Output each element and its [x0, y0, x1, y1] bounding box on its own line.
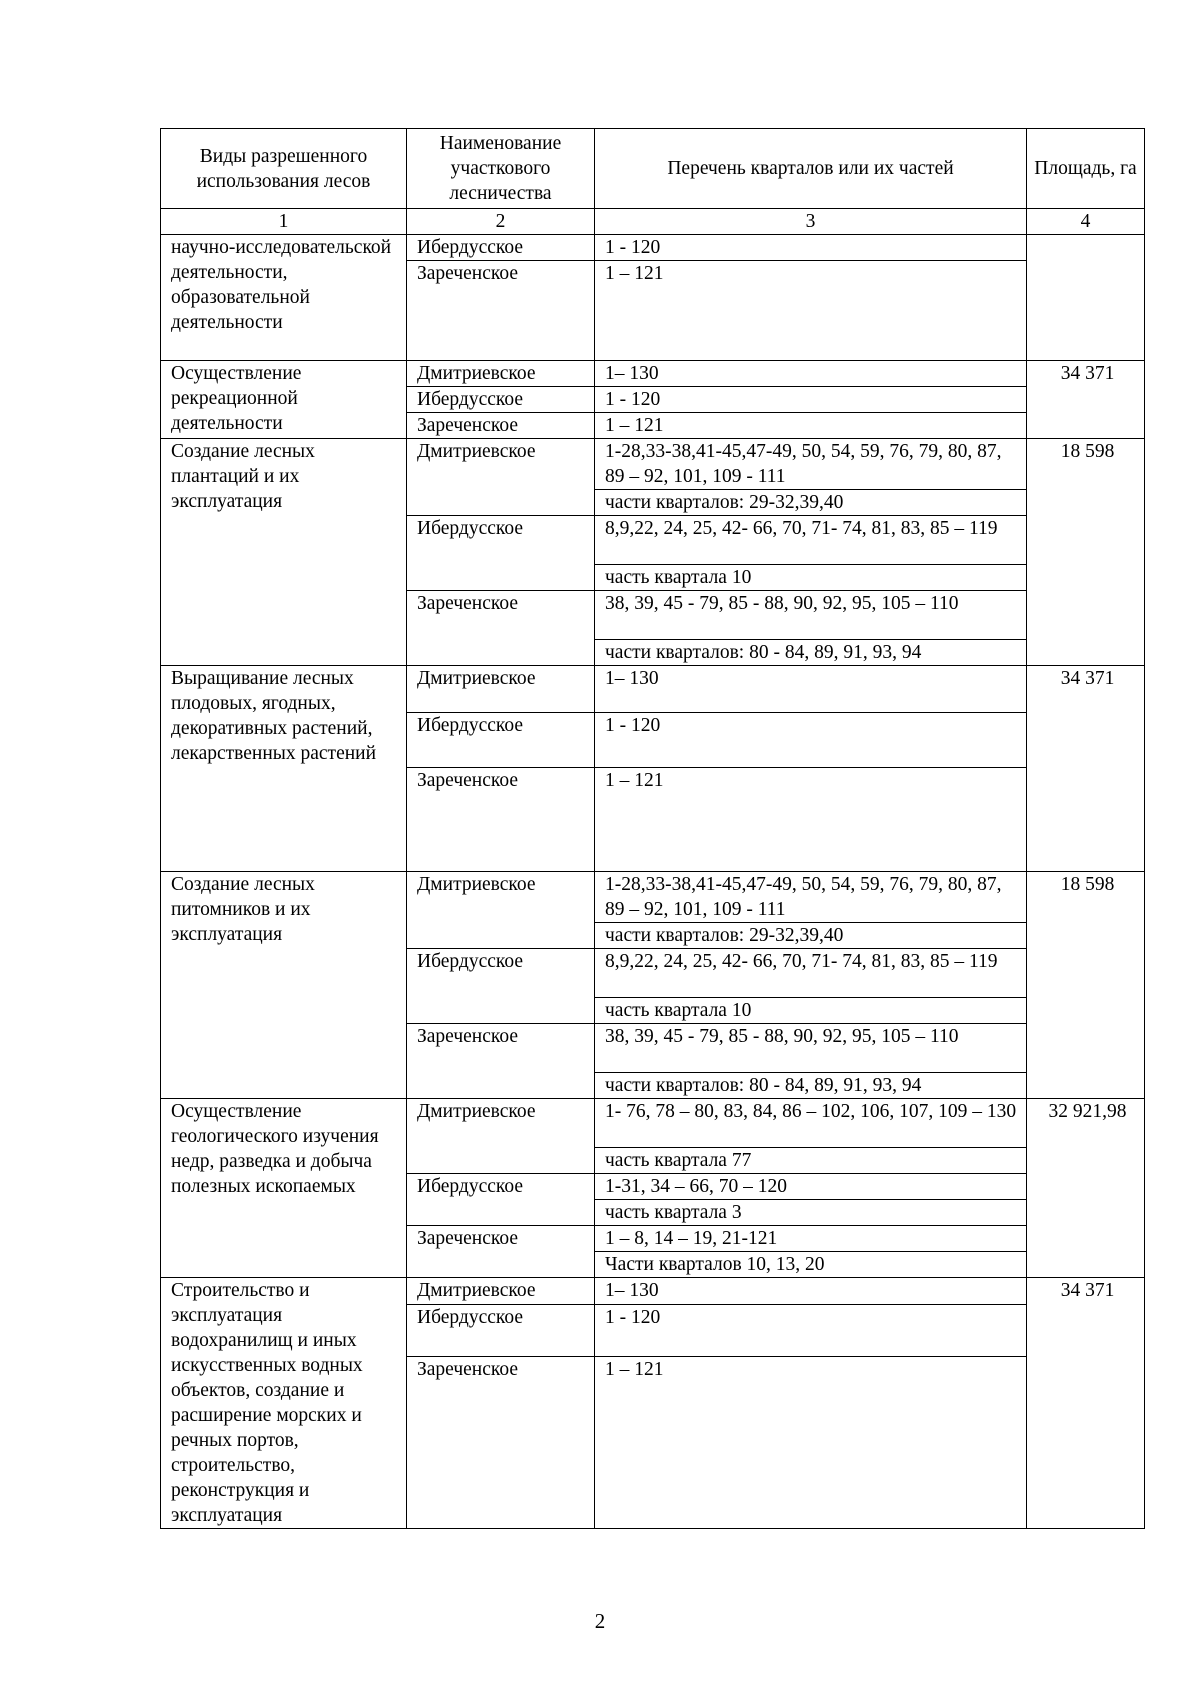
use-type-cell: Строительство и эксплуатация водохранилищ и иных искусственных водных объектов, создание и расширение морских и речных портов, строительство, реконструкция и эксплуатация — [161, 1278, 407, 1529]
area-cell: 34 371 — [1027, 1278, 1145, 1529]
forest-use-table — [160, 128, 1145, 1529]
column-number: 4 — [1027, 209, 1145, 235]
area-cell: 34 371 — [1027, 666, 1145, 872]
quarters-cell: 1 – 121 — [595, 1357, 1027, 1529]
header-area: Площадь, га — [1027, 129, 1145, 209]
forestry-name-cell: Ибердусское — [407, 516, 595, 591]
page-number: 2 — [594, 1609, 606, 1633]
forestry-name-cell: Дмитриевское — [407, 666, 595, 713]
quarters-cell: 1-31, 34 – 66, 70 – 120 — [595, 1174, 1027, 1200]
forestry-name-cell: Зареченское — [407, 1226, 595, 1278]
forestry-name-cell: Ибердусское — [407, 949, 595, 1024]
table-row — [161, 235, 1145, 261]
quarters-cell: часть квартала 3 — [595, 1200, 1027, 1226]
quarters-cell: 1 - 120 — [595, 713, 1027, 768]
forestry-name-cell: Дмитриевское — [407, 439, 595, 516]
quarters-cell: 1 – 121 — [595, 768, 1027, 872]
quarters-cell: 1-28,33-38,41-45,47-49, 50, 54, 59, 76, 79, 80, 87, 89 – 92, 101, 109 - 111 — [595, 439, 1027, 490]
forestry-name-cell: Зареченское — [407, 591, 595, 666]
quarters-cell: 1 - 120 — [595, 1305, 1027, 1357]
quarters-cell: 8,9,22, 24, 25, 42- 66, 70, 71- 74, 81, 83, 85 – 119 — [595, 949, 1027, 998]
use-type-cell: научно-исследовательской деятельности, образовательной деятельности — [161, 235, 407, 361]
use-type-cell: Создание лесных питомников и их эксплуатация — [161, 872, 407, 1099]
forestry-name-cell: Зареченское — [407, 1357, 595, 1529]
quarters-cell: 1– 130 — [595, 666, 1027, 713]
area-cell: 18 598 — [1027, 439, 1145, 666]
table-row — [161, 1099, 1145, 1148]
quarters-cell: часть квартала 10 — [595, 565, 1027, 591]
forestry-name-cell: Дмитриевское — [407, 361, 595, 387]
quarters-cell: 1– 130 — [595, 1278, 1027, 1305]
forestry-name-cell: Дмитриевское — [407, 1099, 595, 1174]
quarters-cell: части кварталов: 29-32,39,40 — [595, 923, 1027, 949]
table-row — [161, 1278, 1145, 1305]
quarters-cell: 38, 39, 45 - 79, 85 - 88, 90, 92, 95, 105 – 110 — [595, 1024, 1027, 1073]
quarters-cell: части кварталов: 80 - 84, 89, 91, 93, 94 — [595, 640, 1027, 666]
quarters-cell: Части кварталов 10, 13, 20 — [595, 1252, 1027, 1278]
quarters-cell: 1 – 8, 14 – 19, 21-121 — [595, 1226, 1027, 1252]
column-number-row — [161, 209, 1145, 235]
column-number: 1 — [161, 209, 407, 235]
column-number: 2 — [407, 209, 595, 235]
column-number: 3 — [595, 209, 1027, 235]
forestry-name-cell: Ибердусское — [407, 713, 595, 768]
forestry-name-cell: Ибердусское — [407, 1305, 595, 1357]
header-forestry: Наименование участкового лесничества — [407, 129, 595, 209]
quarters-cell: 1- 76, 78 – 80, 83, 84, 86 – 102, 106, 107, 109 – 130 — [595, 1099, 1027, 1148]
table-header-row — [161, 129, 1145, 209]
quarters-cell: 1 - 120 — [595, 387, 1027, 413]
quarters-cell: 1 - 120 — [595, 235, 1027, 261]
area-cell: 18 598 — [1027, 872, 1145, 1099]
quarters-cell: 1 – 121 — [595, 261, 1027, 361]
use-type-cell: Осуществление геологического изучения недр, разведка и добыча полезных ископаемых — [161, 1099, 407, 1278]
forestry-name-cell: Дмитриевское — [407, 1278, 595, 1305]
use-type-cell: Осуществление рекреационной деятельности — [161, 361, 407, 439]
table-row — [161, 872, 1145, 923]
quarters-cell: 1 – 121 — [595, 413, 1027, 439]
forestry-name-cell: Зареченское — [407, 261, 595, 361]
header-quarters: Перечень кварталов или их частей — [595, 129, 1027, 209]
area-cell: 32 921,98 — [1027, 1099, 1145, 1278]
quarters-cell: часть квартала 10 — [595, 998, 1027, 1024]
forestry-name-cell: Ибердусское — [407, 387, 595, 413]
use-type-cell: Создание лесных плантаций и их эксплуатация — [161, 439, 407, 666]
quarters-cell: 38, 39, 45 - 79, 85 - 88, 90, 92, 95, 105 – 110 — [595, 591, 1027, 640]
quarters-cell: 8,9,22, 24, 25, 42- 66, 70, 71- 74, 81, 83, 85 – 119 — [595, 516, 1027, 565]
forestry-name-cell: Зареченское — [407, 1024, 595, 1099]
quarters-cell: часть квартала 77 — [595, 1148, 1027, 1174]
table-row — [161, 666, 1145, 713]
forestry-name-cell: Зареченское — [407, 413, 595, 439]
area-cell — [1027, 235, 1145, 361]
forestry-name-cell: Дмитриевское — [407, 872, 595, 949]
forestry-name-cell: Зареченское — [407, 768, 595, 872]
table-row — [161, 361, 1145, 387]
quarters-cell: 1-28,33-38,41-45,47-49, 50, 54, 59, 76, 79, 80, 87, 89 – 92, 101, 109 - 111 — [595, 872, 1027, 923]
table-body — [161, 235, 1145, 1529]
forestry-name-cell: Ибердусское — [407, 235, 595, 261]
use-type-cell: Выращивание лесных плодовых, ягодных, декоративных растений, лекарственных растений — [161, 666, 407, 872]
area-cell: 34 371 — [1027, 361, 1145, 439]
header-use-type: Виды разрешенного использования лесов — [161, 129, 407, 209]
quarters-cell: 1– 130 — [595, 361, 1027, 387]
forestry-name-cell: Ибердусское — [407, 1174, 595, 1226]
quarters-cell: части кварталов: 80 - 84, 89, 91, 93, 94 — [595, 1073, 1027, 1099]
quarters-cell: части кварталов: 29-32,39,40 — [595, 490, 1027, 516]
table-row — [161, 439, 1145, 490]
